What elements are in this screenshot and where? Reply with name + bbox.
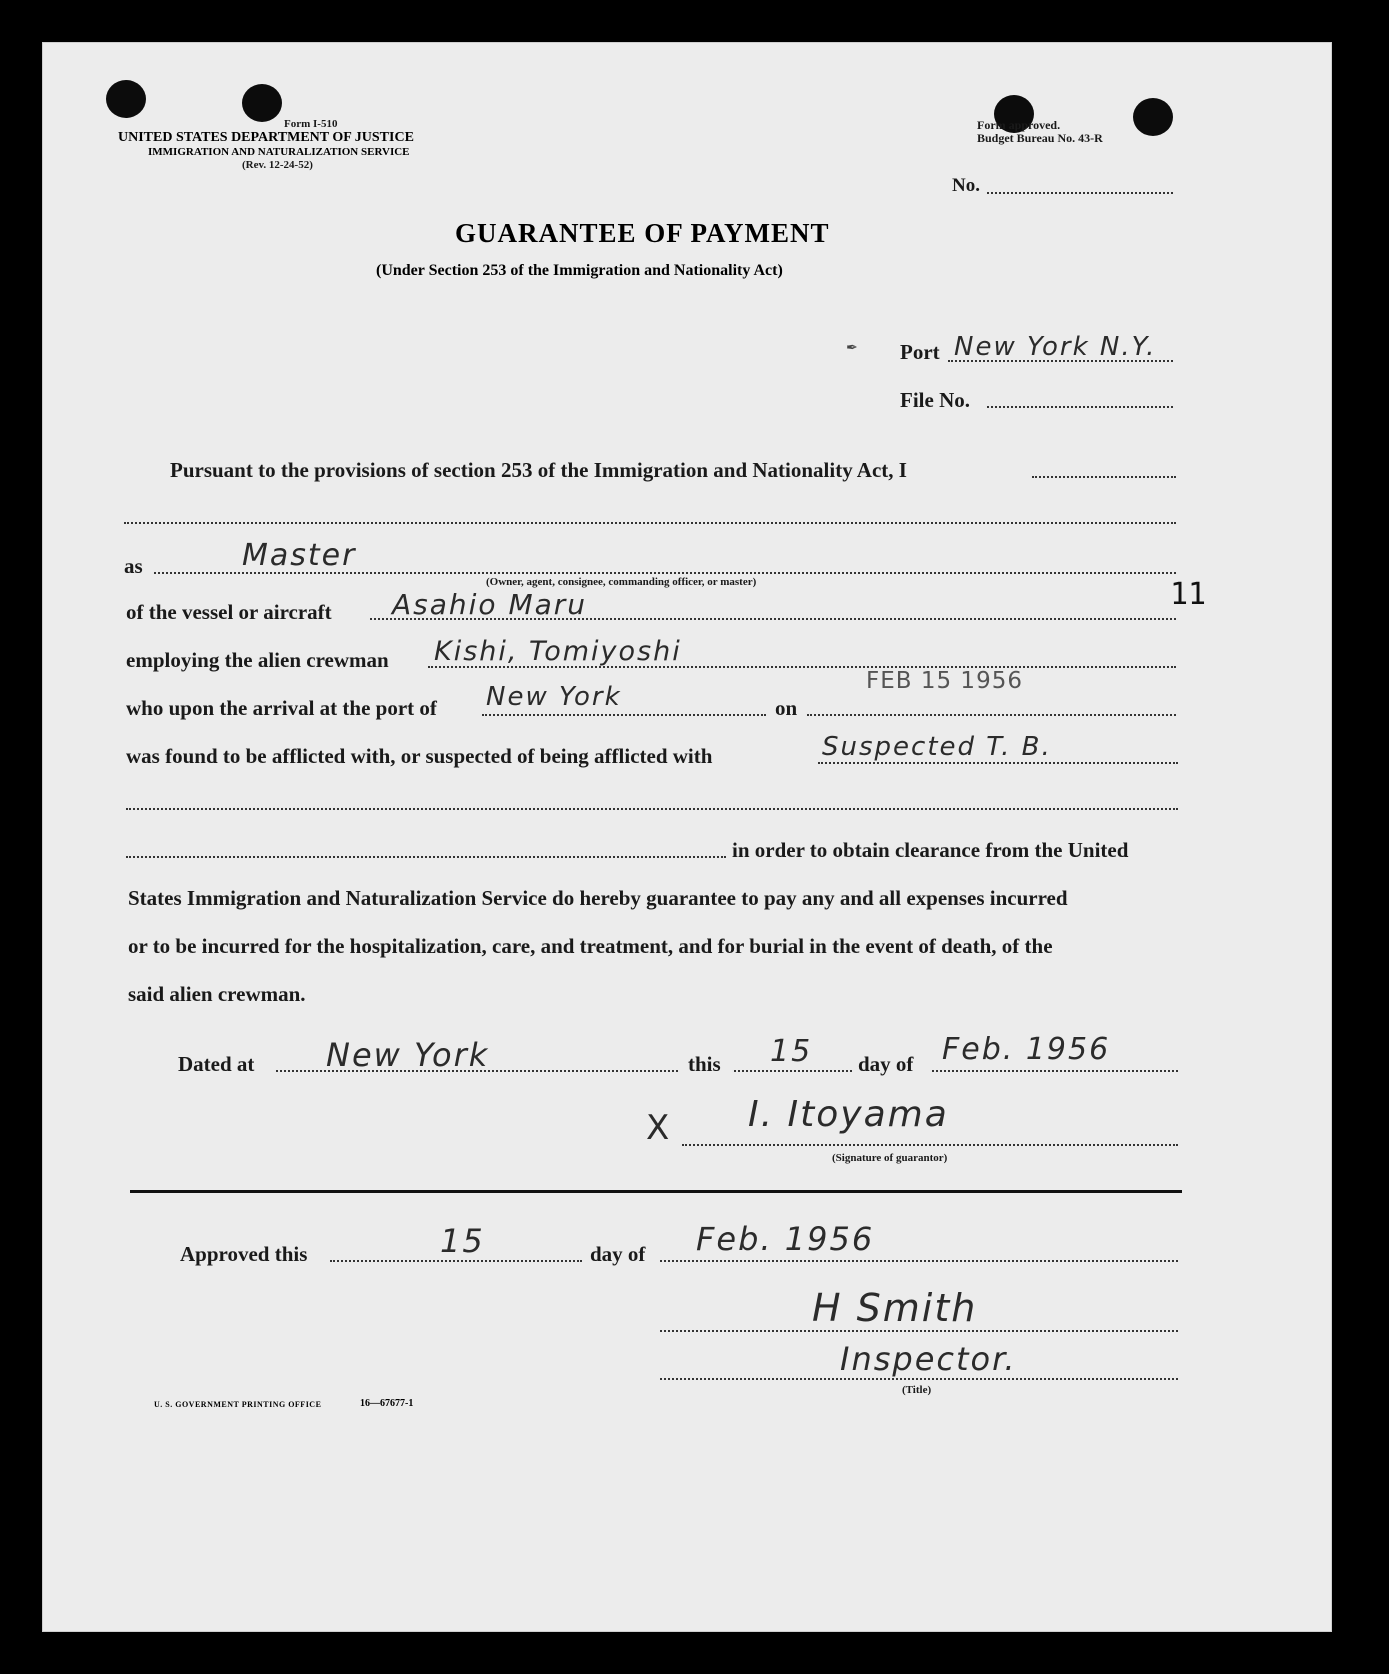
dated-month-value: Feb. 1956: [942, 1032, 1111, 1067]
arrival-port-value: New York: [486, 682, 622, 712]
guarantor-signature: I. Itoyama: [748, 1094, 949, 1135]
guarantee-text-3: said alien crewman.: [128, 982, 306, 1006]
capacity-caption: (Owner, agent, consignee, commanding officer, or master): [486, 576, 757, 588]
service-name: IMMIGRATION AND NATURALIZATION SERVICE: [148, 146, 410, 158]
port-label: Port: [900, 340, 940, 364]
dated-at-label: Dated at: [178, 1052, 255, 1076]
form-title: GUARANTEE OF PAYMENT: [455, 218, 830, 248]
punch-hole: [106, 80, 146, 118]
capacity-value: Master: [242, 538, 357, 573]
date-stamp: FEB 15 1956: [866, 668, 1023, 694]
no-label: No.: [952, 175, 980, 196]
print-code: 16—67677-1: [360, 1398, 414, 1409]
day-of-label: day of: [858, 1052, 914, 1076]
printing-office: U. S. GOVERNMENT PRINTING OFFICE: [154, 1400, 322, 1409]
signature-field[interactable]: [682, 1144, 1178, 1146]
approved-month-value: Feb. 1956: [696, 1220, 875, 1258]
afflicted-label: was found to be afflicted with, or suspected of being afflicted with: [126, 744, 713, 768]
section-divider: [130, 1190, 1182, 1193]
signature-mark: X: [646, 1108, 672, 1148]
clearance-text: in order to obtain clearance from the United: [732, 838, 1129, 862]
arrival-label: who upon the arrival at the port of: [126, 696, 437, 720]
dated-place-value: New York: [326, 1036, 490, 1074]
inspector-signature-field[interactable]: [660, 1330, 1178, 1332]
dated-day-value: 15: [770, 1034, 813, 1069]
department-name: UNITED STATES DEPARTMENT OF JUSTICE: [118, 130, 414, 145]
approved-month-field[interactable]: [660, 1260, 1178, 1262]
budget-bureau-no: Budget Bureau No. 43-R: [977, 131, 1103, 145]
inspector-title-field[interactable]: [660, 1378, 1178, 1380]
signature-caption: (Signature of guarantor): [832, 1152, 948, 1164]
crewman-label: employing the alien crewman: [126, 648, 389, 672]
affliction-field-cont[interactable]: [126, 808, 1178, 810]
page-number: 11: [1170, 577, 1207, 612]
port-value: New York N.Y.: [954, 332, 1157, 362]
title-caption: (Title): [902, 1384, 932, 1396]
vessel-label: of the vessel or aircraft: [126, 600, 332, 624]
inspector-title-value: Inspector.: [840, 1340, 1017, 1378]
affliction-field-cont2[interactable]: [126, 856, 726, 858]
on-label: on: [775, 696, 798, 720]
inspector-signature: H Smith: [812, 1286, 978, 1330]
file-no-label: File No.: [900, 388, 970, 412]
bird-mark: ✒: [846, 341, 858, 356]
form-revision: (Rev. 12-24-52): [242, 159, 313, 171]
approved-day-field[interactable]: [330, 1260, 582, 1262]
guarantee-text-2: or to be incurred for the hospitalization, care, and treatment, and for burial in the event of death, of the: [128, 934, 1053, 958]
file-no-field[interactable]: [987, 406, 1173, 408]
this-label: this: [688, 1052, 721, 1076]
punch-hole: [242, 84, 282, 122]
form-page: [42, 42, 1332, 1632]
form-subtitle: (Under Section 253 of the Immigration and Nationality Act): [376, 262, 783, 279]
dated-month-field[interactable]: [932, 1070, 1178, 1072]
crewman-value: Kishi, Tomiyoshi: [434, 636, 682, 667]
approved-day-value: 15: [440, 1222, 485, 1260]
guarantee-text-1: States Immigration and Naturalization Service do hereby guarantee to pay any and all expenses incurred: [128, 886, 1068, 910]
dated-day-field[interactable]: [734, 1070, 852, 1072]
no-field[interactable]: [987, 192, 1173, 194]
guarantor-name-field[interactable]: [1032, 476, 1176, 478]
punch-hole: [1133, 98, 1173, 136]
guarantor-name-field-cont[interactable]: [124, 522, 1176, 524]
approval-note: Form approved.: [977, 118, 1061, 132]
approved-day-of-label: day of: [590, 1242, 646, 1266]
affliction-value: Suspected T. B.: [822, 732, 1052, 762]
arrival-date-field[interactable]: [807, 714, 1176, 716]
arrival-port-field[interactable]: [482, 714, 766, 716]
approved-this-label: Approved this: [180, 1242, 308, 1266]
vessel-value: Asahio Maru: [392, 588, 588, 621]
pursuant-text: Pursuant to the provisions of section 253 of the Immigration and Nationality Act, I: [170, 458, 907, 482]
as-label: as: [124, 554, 143, 578]
affliction-field[interactable]: [818, 762, 1178, 764]
form-number: Form I-510: [284, 118, 338, 130]
